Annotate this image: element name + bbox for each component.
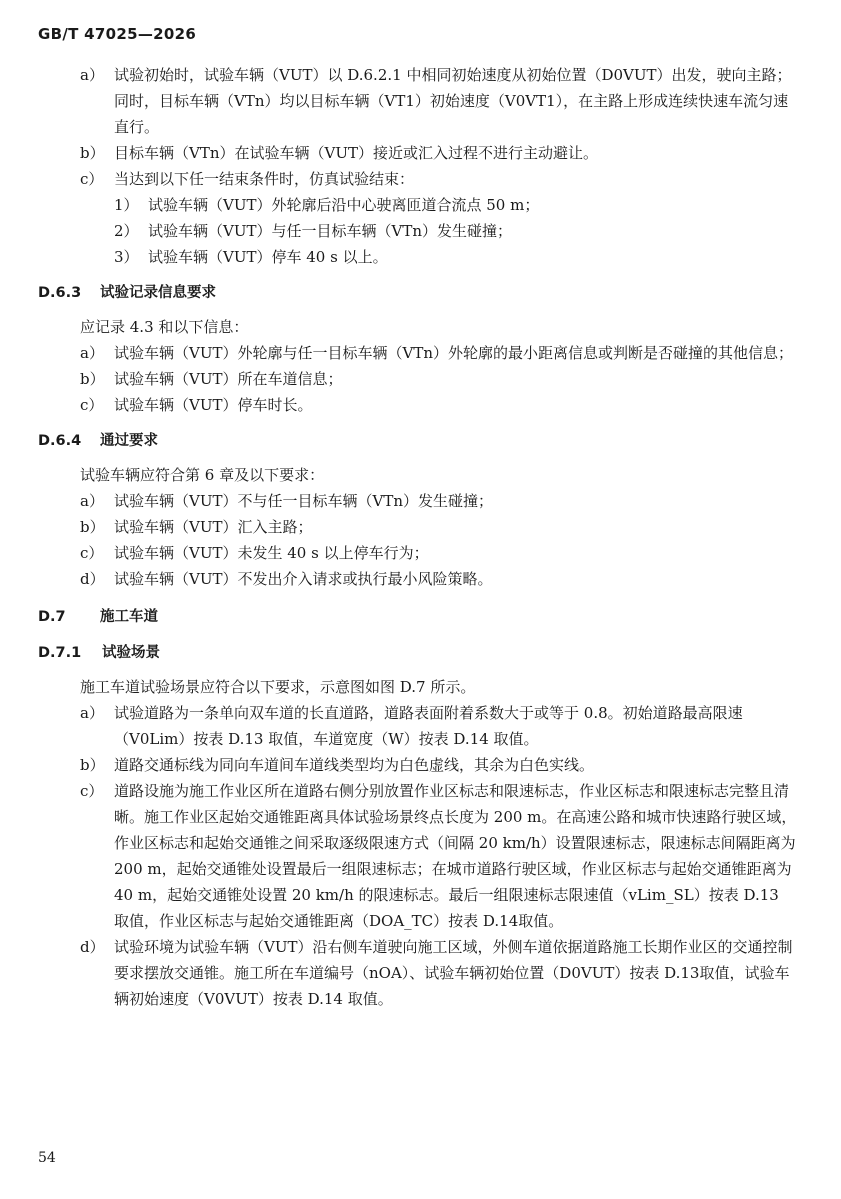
list-item (38, 62, 798, 140)
section-number: D.7 (38, 609, 66, 625)
item-text: 试验车辆（VUT）不发出介入请求或执行最小风险策略。 (114, 570, 493, 588)
item-text: 试验道路为一条单向双车道的长直道路，道路表面附着系数大于或等于 0.8。初始道路最高限速（V0Lim）按表 D.13 取值，车道宽度（W）按表 D.14 取值。 (114, 704, 743, 748)
section-number: D.6.4 (38, 433, 82, 449)
item-text: 试验车辆（VUT）所在车道信息； (114, 370, 343, 388)
item-marker: b） (80, 518, 105, 536)
list-item (38, 488, 798, 514)
item-marker: b） (80, 756, 105, 774)
item-marker: c） (80, 170, 104, 188)
list-item (38, 778, 798, 934)
item-text: 试验初始时，试验车辆（VUT）以 D.6.2.1 中相同初始速度从初始位置（D0VUT）出发，驶向主路；同时，目标车辆（VTn）均以目标车辆（VT1）初始速度（V0VT1），在主路上形成连续快速车流匀速直行。 (114, 66, 792, 136)
list-item (38, 392, 798, 418)
item-marker: d） (80, 938, 105, 956)
item-text: 试验车辆（VUT）未发生 40 s 以上停车行为； (114, 544, 429, 562)
list-item (38, 340, 798, 366)
list-item (38, 752, 798, 778)
sub-list-item (38, 192, 798, 218)
item-text: 试验车辆（VUT）不与任一目标车辆（VTn）发生碰撞； (114, 492, 493, 510)
section-intro: 应记录 4.3 和以下信息： (80, 318, 249, 336)
list-item (38, 540, 798, 566)
sub-item-text: 试验车辆（VUT）与任一目标车辆（VTn）发生碰撞； (148, 222, 512, 240)
section-heading-d64 (38, 430, 798, 452)
list-item (38, 366, 798, 392)
item-marker: a） (80, 344, 104, 362)
section-number: D.7.1 (38, 645, 82, 661)
sub-list-item (38, 244, 798, 270)
section-heading-d7 (38, 606, 798, 628)
list-item (38, 700, 798, 752)
item-marker: c） (80, 782, 104, 800)
section-title: 施工车道 (100, 609, 158, 625)
section-title: 试验场景 (102, 645, 160, 661)
item-marker: a） (80, 704, 104, 722)
sub-item-marker: 1） (114, 196, 139, 214)
section-intro: 试验车辆应符合第 6 章及以下要求： (80, 466, 325, 484)
item-marker: b） (80, 144, 105, 162)
page-number: 54 (38, 1150, 56, 1166)
sub-list-item (38, 218, 798, 244)
list-item (38, 140, 798, 166)
list-item (38, 514, 798, 540)
item-marker: c） (80, 396, 104, 414)
item-text: 试验车辆（VUT）外轮廓与任一目标车辆（VTn）外轮廓的最小距离信息或判断是否碰撞的其他信息； (114, 344, 793, 362)
item-marker: a） (80, 66, 104, 84)
item-marker: a） (80, 492, 104, 510)
item-marker: d） (80, 570, 105, 588)
section-heading-d71 (38, 642, 798, 664)
section-title: 试验记录信息要求 (100, 285, 216, 301)
section-intro: 施工车道试验场景应符合以下要求，示意图如图 D.7 所示。 (80, 678, 476, 696)
item-text: 试验车辆（VUT）停车时长。 (114, 396, 313, 414)
item-text: 当达到以下任一结束条件时，仿真试验结束： (114, 170, 415, 188)
page-content (38, 62, 798, 1012)
list-item (38, 166, 798, 192)
item-text: 目标车辆（VTn）在试验车辆（VUT）接近或汇入过程不进行主动避让。 (114, 144, 598, 162)
list-item (38, 566, 798, 592)
item-text: 试验车辆（VUT）汇入主路； (114, 518, 313, 536)
item-marker: b） (80, 370, 105, 388)
sub-item-text: 试验车辆（VUT）停车 40 s 以上。 (148, 248, 388, 266)
list-item (38, 934, 798, 1012)
item-marker: c） (80, 544, 104, 562)
sub-item-marker: 3） (114, 248, 139, 266)
item-text: 道路设施为施工作业区所在道路右侧分别放置作业区标志和限速标志，作业区标志和限速标志完整且清晰。施工作业区起始交通锥距离具体试验场景终点长度为 200 m。在高速公路和城市快速路行驶区域，作业区标志和起始交通锥之间采取逐级限速方式（间隔 20 km/h）设置限速标志，限速标志间隔距离为 200 m，起始交通锥处设置最后一组限速标志；在城市道路行驶区域，作业区标志与起始交通锥距离为 40 m，起始交通锥处设置 20 km/h 的限速标志。最后一组限速标志限速值（vLim_SL）按表 D.13 取值，作业区标志与起始交通锥距离（DOA_TC）按表 D.14取值。 (114, 782, 797, 930)
item-text: 道路交通标线为同向车道间车道线类型均为白色虚线，其余为白色实线。 (114, 756, 595, 774)
section-title: 通过要求 (100, 433, 158, 449)
standard-code-header: GB/T 47025—2026 (38, 25, 197, 43)
sub-item-marker: 2） (114, 222, 139, 240)
section-heading-d63 (38, 282, 798, 304)
sub-item-text: 试验车辆（VUT）外轮廓后沿中心驶离匝道合流点 50 m； (148, 196, 540, 214)
item-text: 试验环境为试验车辆（VUT）沿右侧车道驶向施工区域，外侧车道依据道路施工长期作业区的交通控制要求摆放交通锥。施工所在车道编号（nOA）、试验车辆初始位置（D0VUT）按表 D.13取值，试验车辆初始速度（V0VUT）按表 D.14 取值。 (114, 938, 793, 1008)
section-number: D.6.3 (38, 285, 82, 301)
